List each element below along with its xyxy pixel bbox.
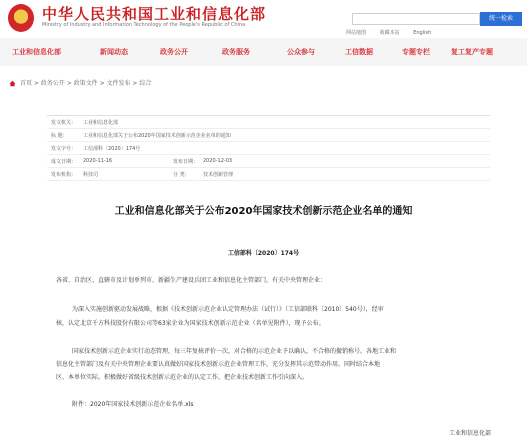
paragraph: 为深入实施创新驱动发展战略，根据《技术创新示范企业认定管理办法（试行）》（工信部联科〔2010〕540号），经审 [72,306,384,313]
nav-item-ministry[interactable]: 工业和信息化部 [12,48,61,56]
document-number: 工信部科〔2020〕174号 [227,250,300,257]
meta-value: 工业和信息化部 [83,120,119,126]
nav-item-resumption[interactable]: 复工复产专题 [451,48,493,56]
document-meta [47,115,490,181]
meta-label: 发布机构： [51,172,77,178]
meta-label: 标 题： [51,133,68,139]
meta-value: 2020-12-03 [203,158,233,164]
meta-label: 分 类： [173,172,190,178]
breadcrumb[interactable]: 首页 > 政务公开 > 政策文件 > 文件发布 > 综合 [20,80,152,87]
nav-item-participation[interactable]: 公众参与 [287,48,315,56]
main-nav [0,38,527,66]
meta-row [47,116,490,129]
site-subtitle: Ministry of Industry and Information Technology of the People's Republic of China [42,22,246,28]
meta-value: 2020-11-16 [83,158,113,164]
meta-row [47,129,490,142]
search-input[interactable] [352,13,480,25]
meta-value: 技术创新管理 [203,172,234,178]
home-icon[interactable] [9,80,16,87]
meta-value: 工业和信息化部关于公布2020年国家技术创新示范企业名单的通知 [83,133,231,139]
search-button[interactable]: 统一检索 [480,12,522,26]
site-title: 中华人民共和国工业和信息化部 [42,5,267,23]
paragraph: 信息化主管部门及有关中央管理企业要认真做好国家技术创新示范企业管理工作，充分发挥其示范带动作用。同时结合本地 [56,361,381,368]
favorite-link[interactable]: 收藏本站 [379,30,400,36]
meta-label: 发布日期： [173,159,199,165]
nav-item-services[interactable]: 政务服务 [222,48,250,56]
meta-label: 发文机关： [51,120,77,126]
meta-row [47,155,490,168]
nav-item-data[interactable]: 工信数据 [345,48,373,56]
paragraph: 区、本单位实际，积极做好省级技术创新示范企业的认定工作，把企业技术创新工作引向深入。 [56,374,309,381]
meta-label: 成文日期： [51,159,77,165]
nav-item-news[interactable]: 新闻动态 [100,48,128,56]
meta-value: 工信部科〔2020〕174号 [83,146,141,152]
meta-row [47,168,490,181]
meta-row [47,142,490,155]
paragraph: 核，认定北京千方科技股份有限公司等63家企业为国家技术创新示范企业（名单见附件），现予公布。 [56,320,325,327]
english-link[interactable]: English [413,30,432,36]
meta-label: 发文字号： [51,146,77,152]
attachment-link[interactable]: 附件：2020年国家技术创新示范企业名单.xls [72,401,194,408]
national-emblem-icon [8,4,34,32]
site-header [0,0,527,38]
meta-value: 科技司 [83,172,99,178]
document-title: 工业和信息化部关于公布2020年国家技术创新示范企业名单的通知 [114,206,413,217]
sitemap-link[interactable]: 网站地图 [346,30,367,36]
paragraph: 国家技术创新示范企业实行动态管理，每三年复核评价一次，对合格的示范企业予以确认，不合格的撤销称号。各地工业和 [72,348,397,355]
top-links [346,29,443,36]
nav-item-gov-affairs[interactable]: 政务公开 [160,48,188,56]
paragraph: 各省、自治区、直辖市及计划单列市、新疆生产建设兵团工业和信息化主管部门，有关中央管理企业： [56,277,327,284]
signature: 工业和信息化部 [448,430,491,437]
nav-item-topics[interactable]: 专题专栏 [402,48,430,56]
